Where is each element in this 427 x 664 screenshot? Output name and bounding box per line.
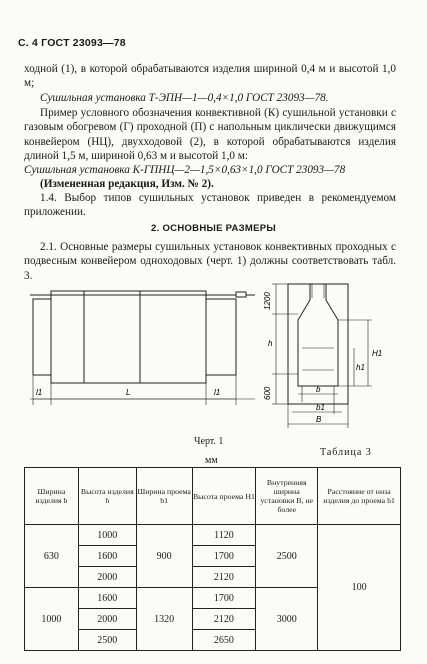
table-row: 630 1000 900 1120 2500 100	[25, 525, 401, 546]
section-paragraph: 2.1. Основные размеры сушильных установок конвективных проходных с подвесным конвейером одноходовых (черт. 1) должны соответствовать табл. 3.	[24, 241, 396, 282]
units-label: мм	[205, 455, 218, 466]
drawing-side-view	[30, 281, 260, 411]
label-b1: b1	[316, 403, 325, 412]
paragraph-2: Пример условного обозначения конвективной (К) сушильной установки с газовым обогревом (Г) проходной (П) с напольным циклически движущимся конвейером (НЦ), двухходовой (2), в которой обрабатываются изделия длиной 1,5 м, шириной 0,63 м и высотой 1,0 м:	[24, 107, 396, 163]
distance-cell: 100	[318, 525, 401, 651]
header-inner-width: Внутренняя ширина установки B, не более	[256, 468, 318, 525]
table-header-row	[25, 468, 401, 525]
exit-vestibule	[206, 299, 236, 375]
change-note: (Измененная редакция, Изм. № 2).	[40, 178, 214, 190]
label-top: 1200	[263, 292, 272, 310]
chamber-section-3	[140, 291, 206, 383]
label-bottom: 600	[263, 386, 272, 400]
header-height: Высота изделия h	[78, 468, 136, 525]
label-b: b	[316, 385, 321, 394]
header-opening-width: Ширина проема b1	[136, 468, 192, 525]
inner-opening	[298, 284, 338, 386]
label-l1-right: l1	[214, 388, 221, 397]
table-row: 2000 2120	[25, 609, 401, 630]
table-row: 2000 2120	[25, 567, 401, 588]
table-row: 2500 2650	[25, 630, 401, 651]
label-B: B	[316, 415, 322, 424]
label-h1: h1	[356, 363, 365, 372]
table-row: 1600 1700	[25, 546, 401, 567]
designation-example-2: Сушильная установка К-ГПНЦ—2—1,5×0,63×1,0 ГОСТ 23093—78	[24, 164, 346, 176]
chamber-section-1	[51, 291, 84, 383]
figure-caption: Черт. 1	[194, 436, 224, 447]
header-opening-height: Высота проема H1	[192, 468, 256, 525]
chamber-section-2	[84, 291, 140, 383]
header-distance: Расстояние от низа изделия до проема h1	[318, 468, 401, 525]
paragraph-3: 1.4. Выбор типов сушильных установок приведен в рекомендуемом приложении.	[24, 192, 396, 219]
designation-example-1: Сушильная установка Т-ЭПН—1—0,4×1,0 ГОСТ 23093—78.	[40, 92, 329, 104]
page-header: С. 4 ГОСТ 23093—78	[18, 37, 126, 49]
label-l1-left: l1	[36, 388, 43, 397]
table-row: 1000 1600 1320 1700 3000	[25, 588, 401, 609]
header-width: Ширина изделия b	[25, 468, 79, 525]
dimensions-table	[24, 467, 401, 651]
drawing-cross-section	[262, 278, 402, 436]
paragraph-1: ходной (1), в которой обрабатываются изделия шириной 0,4 м и высотой 1,0 м;	[24, 63, 396, 90]
label-L: L	[126, 388, 131, 397]
label-H1: H1	[372, 349, 383, 358]
conveyor-end	[236, 292, 246, 297]
table-caption: Таблица 3	[320, 447, 372, 458]
label-h: h	[268, 339, 273, 348]
section-title: 2. ОСНОВНЫЕ РАЗМЕРЫ	[151, 223, 276, 234]
entry-vestibule	[33, 299, 51, 375]
